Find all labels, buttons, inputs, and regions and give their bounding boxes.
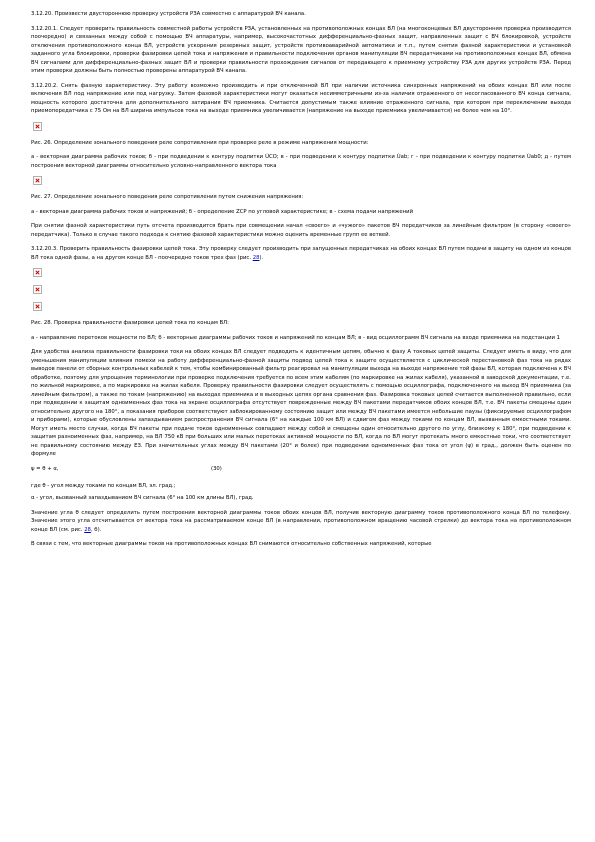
definition-theta: где θ - угол между токами по концам ВЛ, эл. град.;	[31, 482, 176, 489]
figure-28-link[interactable]: 28	[252, 254, 260, 261]
figure-26-caption: Рис. 26. Определение зонального поведения реле сопротивления при проверке реле в режиме напряжения мощности:	[31, 139, 369, 146]
formula-expression: ψ = θ + α,	[31, 465, 59, 472]
broken-image-icon	[33, 176, 42, 185]
paragraph-3-12-20: 3.12.20. Произвести двустороннюю проверку устройств РЗА совместно с аппаратурой ВЧ канала.	[31, 11, 306, 17]
broken-image-icon	[33, 268, 42, 277]
paragraph-phase-characteristic-note: При снятии фазной характеристики путь отсчета производится брать при совмещении начал «своего» и «чужого» пакетов ВЧ передатчиков за линейным фильтром (в сторону «своего» передатчика). Только в случае такого подхода к снятию фазовой характеристики можно оценить временные групп ее ветвей.	[31, 223, 571, 238]
paragraph-3-12-20-3-end: ).	[259, 254, 264, 261]
figure-27-caption: Рис. 27. Определение зонального поведения реле сопротивления путем снижения напряжения:	[31, 194, 304, 200]
figure-28-caption: Рис. 28. Проверка правильности фазировки цепей тока по концам ВЛ:	[31, 320, 229, 326]
paragraph-theta-determination	[31, 509, 571, 535]
paragraph-3-12-20-3-text: 3.12.20.3. Проверить правильность фазировки цепей тока. Эту проверку следует производить при запущенных передатчиках на обоих концах ВЛ путем подачи в защиту на одном из концов ВЛ тока одной фазы, а на другом конце ВЛ - поочередно токов трех фаз (рис.	[31, 246, 571, 261]
document-body	[31, 10, 571, 555]
figure-27-legend: а - векторная диаграмма рабочих токов и напряжений; б - определение ZCP по угловой характеристике; в - схема подачи напряжений	[31, 208, 414, 215]
paragraph-3-12-20-2: 3.12.20.2. Снять фазную характеристику. Эту работу возможно производить и при отключенной ВЛ при наличии источника синхронных напряжений на обоих концах ВЛ или после включения ВЛ под напряжение или под нагрузку. Затем фазовой характеристики могут оказаться несимметричными из-за наличия отраженного от несогласованного ВЧ конца сигнала, мощность которого достаточна для дополнительного затирания ВЧ приемника. Считается допустимым также влияние отраженного сигнала, при котором при переключении выхода приемопередатчика с 75 Ом на ВЛ ширина импульсов тока на выходе приемника увеличивается (напряжение на выходе приемника увеличивается) не более чем на 10°.	[31, 82, 571, 114]
definition-alpha: α - угол, вызванный запаздыванием ВЧ сигнала (6° на 100 км длины ВЛ), град.	[31, 495, 254, 501]
figure-26-legend: а - векторная диаграмма рабочих токов; б - при подведении к контуру подпитки U̇CO; в - при подведении к контуру подпитки U̇ab; г - при подведении к контуру подпитки U̇ab0; д - путем построения векторной диаграммы относительно условно-направленного вектора тока	[31, 154, 571, 169]
broken-image-icon	[33, 302, 42, 311]
paragraph-theta-end: , б).	[90, 526, 102, 533]
formula-number: (30)	[211, 465, 222, 472]
figure-28-legend: а - направление перетоков мощности по ВЛ; б - векторные диаграммы рабочих токов и напряжений по концам ВЛ; в - вид осциллограмм ВЧ сигнала на входе приемника на подстанции 1	[31, 334, 561, 341]
paragraph-3-12-20-1: 3.12.20.1. Следует проверить правильность совместной работы устройств РЗА, установленных на противоположных концах ВЛ (на многоконцевых ВЛ двусторонняя проверка производится поочередно) и связанных между собой с помощью ВЧ аппаратуры, например, высокочастотных дифференциально-фазных защит, направленных защит с ВЧ блокировкой, устройств отключения противоположного конца ВЛ, устройств ускорения резервных защит, устройств противоаварийной автоматики и т.п., путем снятия фазной характеристики и установкой заданного угла блокировки, проверки фазировки цепей тока и напряжения и правильности подключения органов манипуляции ВЧ передатчиками на противоположных концах ВЛ, обмена ВЧ сигналами для дифференциально-фазных защит ВЛ и проверки правильности прохождения сигналов от передающего к приемному устройству РЗА для других устройств РЗА. Перед этим проверки должны быть полностью проверены аппаратурой ВЧ канала.	[31, 25, 571, 74]
paragraph-theta-text: Значение угла θ следует определить путем построения векторной диаграммы токов обоих концов ВЛ, получив векторную диаграмму токов противоположного конца ВЛ по телефону. Значение этого угла отсчитывается от вектора тока на рассматриваемом конце ВЛ (в направлении, противоположном вращению часовой стрелки) до вектора тока на противоположном конце ВЛ (см. рис.	[31, 509, 571, 533]
paragraph-phasing-analysis: Для удобства анализа правильности фазировки токи на обоих концах ВЛ следует подводить к идентичным цепям, обычно к фазу А токовых цепей защиты. Следует иметь в виду, что для уменьшения манипуляции влияния помехи на работу дифференциально-фазной защиты подвод цепей тока к защите осуществляется с циклической перестановкой фаз тока на рядах выводов панели от сборных контрольных кабелей к тем, чтобы комбинированный фильтр реагировал на манипуляции выхода на выходе напряжение той фазы ВЛ, которая подключена к ВЧ обработке, поэтому для упрощения терминологии при проверке подключения требуется по всем этим кабелям (по маркировке на жилах кабеля), указанной в заводской документации, т.е. по жильной маркировке, а по маркировке на жилах кабеля. Проверку правильности фазировки следует осуществлять с помощью осциллографа, подключенного на выход ВЧ приемника (за линейным фильтром), а также по токам (напряжению) на выходах приемника и в выходных цепях органа сравнения фаз. Фазировка токовых цепей считается выполненной правильно, если при подведении к защитам одноименных фаз тока на экране осциллографа отсутствует поврежденные между ВЧ пакетами передатчиков обоих концов ВЛ, т.е. ВЧ пакеты смещены один относительно другого на 180°, а показания приборов соответствуют заблокированному состоянию защит или между ВЧ пакетами имеется небольшие паузы (фиксируемые осциллографом и приборами), которые обусловлены запаздыванием распространения ВЧ сигнала (6° на каждые 100 км ВЛ) и сдвигом фаз между токами по концам ВЛ, вызванным емкостными токами. Могут иметь место случаи, когда ВЧ пакеты при подаче токов одноименных совпадают между собой и смещены один относительно другого по углу, близкому к 180°, при подведении к защитам разноименных фаз, например, на ВЛ 750 кВ при больших или малых перетоках активной мощности по ВЛ, когда по ВЛ могут протекать много емкостные токи, что соответствует не правильному состоянию между ЕЗ. При значительных углах между ВЧ пакетами (20° и более) при подведении одноименных фаз тока от угол (ψ) в град., должен быть оценен по формуле	[31, 349, 571, 457]
paragraph-3-12-20-3	[31, 245, 571, 262]
broken-image-icon	[33, 122, 42, 131]
figure-28-link[interactable]: 28	[84, 526, 91, 533]
paragraph-vector-diagrams: В связи с тем, что векторные диаграммы токов на противоположных концах ВЛ снимаются относительно собственных напряжений, которые	[31, 541, 432, 547]
broken-image-icon	[33, 285, 42, 294]
formula-30	[31, 465, 571, 474]
